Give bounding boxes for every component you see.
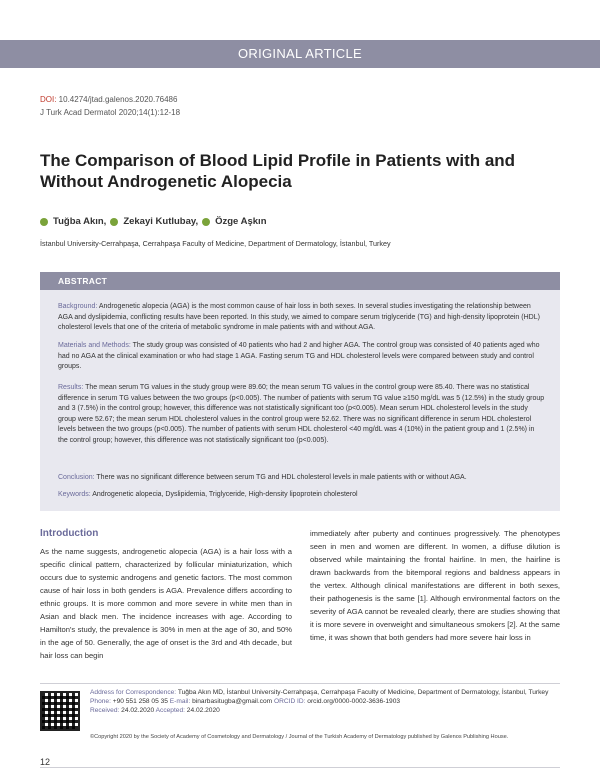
article-title: The Comparison of Blood Lipid Profile in Patients with and Without Androgenetic Alopecia	[40, 151, 516, 191]
email-label: E-mail:	[169, 698, 191, 705]
author-name: Zekayi Kutlubay,	[123, 216, 199, 227]
doi-line	[40, 95, 177, 104]
orcid-icon[interactable]	[202, 218, 210, 226]
email-value[interactable]: binarbasitugba@gmail.com	[190, 698, 274, 705]
results-label: Results:	[58, 384, 84, 391]
results-text: The mean serum TG values in the study group were 89.60; the mean serum TG values in the control group were 85.40. There was no statistical difference in serum TG values between the two groups (p<0.005). The number of patients with serum TG value ≥150 mg/dL was 5 (12.5%) in the study group and 3 (7.5%) in the control group; however, this difference was not statistically significant too (p<0.005). Mean serum HDL cholesterol levels in the study group were 52.67; the mean serum HDL cholesterol values in the control group were 52.62. There was no significant difference in serum HDL cholesterol levels between the two groups (p<0.005). The number of patients with serum HDL cholesterol <40 mg/dL was 4 (10%) in the patient group and 1 (2.5%) in the control group; however, this difference was not statistically significant too (p<0.005).	[58, 384, 545, 444]
article-type-banner	[0, 40, 600, 68]
footer-divider	[40, 683, 560, 684]
accepted-value: 24.02.2020	[184, 707, 220, 714]
orcid-icon[interactable]	[40, 218, 48, 226]
abstract-conclusion	[58, 473, 546, 484]
orcid-label: ORCID ID:	[273, 698, 306, 705]
page-number: 12	[40, 757, 51, 767]
orcid-icon[interactable]	[110, 218, 118, 226]
dates-line	[90, 706, 560, 715]
methods-label: Materials and Methods:	[58, 342, 131, 349]
keywords-label: Keywords:	[58, 491, 91, 498]
phone-label: Phone:	[90, 698, 111, 705]
abstract-methods	[58, 341, 546, 373]
received-label: Received:	[90, 707, 120, 714]
correspondence-address	[90, 688, 560, 697]
conclusion-text: There was no significant difference between serum TG and HDL cholesterol levels in male patients with or without AGA.	[94, 474, 467, 481]
qr-code-icon	[40, 691, 80, 731]
journal-reference: J Turk Acad Dermatol 2020;14(1):12-18	[40, 108, 181, 117]
abstract-background	[58, 302, 546, 334]
methods-text: The study group was consisted of 40 patients who had 2 and higher AGA. The control group was consisted of 40 patients aged who had no AGA at the clinical examination or who had stage 1 AGA. Fasting serum TG and HDL cholesterol levels were compared between study and control groups.	[58, 342, 540, 370]
background-label: Background:	[58, 303, 98, 310]
abstract-header	[40, 272, 560, 290]
correspondence-text: Tuğba Akın MD, İstanbul University-Cerrahpaşa, Cerrahpaşa Faculty of Medicine, Department of Dermatology, İstanbul, Turkey	[176, 689, 549, 696]
accepted-label: Accepted:	[155, 707, 185, 714]
abstract-box	[40, 272, 560, 511]
correspondence-label: Address for Correspondence:	[90, 689, 177, 696]
abstract-results	[58, 383, 546, 446]
introduction-heading: Introduction	[40, 528, 99, 539]
introduction-left-column: As the name suggests, androgenetic alopecia (AGA) is a hair loss with a specific clinical pattern, characterized by follicular miniaturization, which occurs due to systemic androgens and genetic factors. The most common cause of hair loss in both genders is AGA. Prevalence differs according to ethnic groups. It is more common and more severe in white men than in Asian and black men. The incidence increases with age. According to Hamilton's study, the prevalence is 30% in men at the age of 30, and 50% in the age of 50. Generally, the age of onset is the 3rd and 4th decade, but hair loss can begin	[40, 547, 292, 660]
author-name: Tuğba Akın,	[53, 216, 107, 227]
affiliation: İstanbul University-Cerrahpaşa, Cerrahpaşa Faculty of Medicine, Department of Dermatology, İstanbul, Turkey	[40, 239, 391, 248]
correspondence-block	[90, 688, 560, 715]
conclusion-label: Conclusion:	[58, 474, 95, 481]
keywords-text: Androgenetic alopecia, Dyslipidemia, Triglyceride, High-density lipoprotein cholesterol	[90, 491, 358, 498]
background-text: Androgenetic alopecia (AGA) is the most common cause of hair loss in both sexes. In several studies investigating the relationship between AGA and dyslipidemia, conflicting results have been reported. In this study, we aimed to compare serum triglyceride (TG) and high-density lipoprotein (HDL) cholesterol levels that one of the criteria of metabolic syndrome in male patients with and without AGA.	[58, 303, 540, 331]
orcid-value[interactable]: orcid.org/0000-0002-3636-1903	[305, 698, 401, 705]
bottom-divider	[40, 767, 560, 768]
author-name: Özge Aşkın	[215, 216, 267, 227]
introduction-right-column: immediately after puberty and continues progressively. The phenotypes seen in men and women are different. In women, a diffuse dilution is observed while maintaining the frontal hairline. In men, the hairline is drawn backwards from the bitemporal regions and baldness appears in the vertex. Although clinical manifestations are different in both sexes, their pathogenesis is the same [1]. Although environmental factors on the severity of AGA cannot be revealed clearly, there are studies showing that it is more severe in overweight and simultaneous smokers [2]. At the same time, it was shown that both genders had more severe hair loss in	[310, 529, 560, 642]
abstract-keywords	[58, 490, 546, 501]
abstract-heading: ABSTRACT	[58, 276, 108, 286]
phone-value: +90 551 258 05 35	[110, 698, 170, 705]
copyright-notice: ©Copyright 2020 by the Society of Academy of Cosmetology and Dermatology / Journal of the Turkish Academy of Dermatology published by Galenos Publishing House.	[90, 734, 509, 740]
contact-line	[90, 697, 560, 706]
doi-value[interactable]: 10.4274/jtad.galenos.2020.76486	[56, 95, 178, 104]
author-list	[40, 216, 267, 227]
article-type-label: ORIGINAL ARTICLE	[237, 46, 362, 61]
doi-label: DOI:	[40, 95, 57, 104]
received-value: 24.02.2020	[119, 707, 156, 714]
